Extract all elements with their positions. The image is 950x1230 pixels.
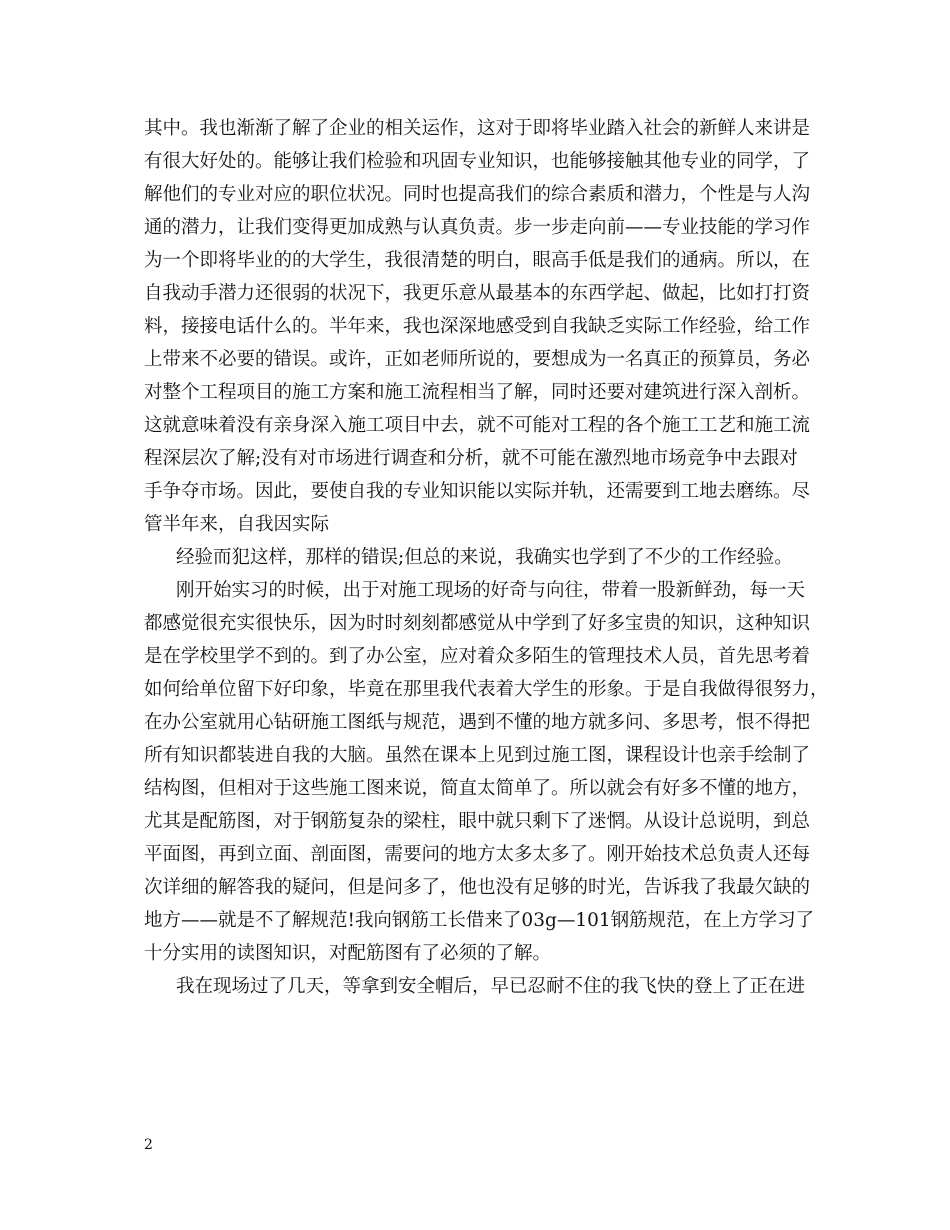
text-line: 料，接接电话什么的。半年来，我也深深地感受到自我缺乏实际工作经验，给工作 <box>144 316 811 337</box>
text-line: 对整个工程项目的施工方案和施工流程相当了解，同时还要对建筑进行深入剖析。 <box>144 382 811 403</box>
text-line: 十分实用的读图知识，对配筋图有了必须的了解。 <box>144 943 552 964</box>
text-line: 所有知识都装进自我的大脑。虽然在课本上见到过施工图，课程设计也亲手绘制了 <box>144 745 811 766</box>
text-line: 结构图，但相对于这些施工图来说，简直太简单了。所以就会有好多不懂的地方， <box>144 778 811 799</box>
text-line: 次详细的解答我的疑问，但是问多了，他也没有足够的时光，告诉我了我最欠缺的 <box>144 877 811 898</box>
text-line: 如何给单位留下好印象，毕竟在那里我代表着大学生的形象。于是自我做得很努力， <box>144 679 829 700</box>
text-line: 是在学校里学不到的。到了办公室，应对着众多陌生的管理技术人员，首先思考着 <box>144 646 811 667</box>
page-number: 2 <box>144 1137 153 1153</box>
text-line: 都感觉很充实很快乐，因为时时刻刻都感觉从中学到了好多宝贵的知识，这种知识 <box>144 613 811 634</box>
text-line: 尤其是配筋图，对于钢筋复杂的梁柱，眼中就只剩下了迷惘。从设计总说明，到总 <box>144 811 811 832</box>
text-line: 自我动手潜力还很弱的状况下，我更乐意从最基本的东西学起、做起，比如打打资 <box>144 283 811 304</box>
text-line: 管半年来，自我因实际 <box>144 514 330 535</box>
text-line: 刚开始实习的时候，出于对施工现场的好奇与向往，带着一股新鲜劲，每一天 <box>176 580 806 601</box>
text-line: 通的潜力，让我们变得更加成熟与认真负责。步一步走向前——专业技能的学习作 <box>144 217 811 238</box>
text-line: 手争夺市场。因此，要使自我的专业知识能以实际并轨，还需要到工地去磨练。尽 <box>144 481 811 502</box>
text-line: 上带来不必要的错误。或许，正如老师所说的，要想成为一名真正的预算员，务必 <box>144 349 811 370</box>
text-line: 平面图，再到立面、剖面图，需要问的地方太多太多了。刚开始技术总负责人还每 <box>144 844 811 865</box>
text-line: 其中。我也渐渐了解了企业的相关运作，这对于即将毕业踏入社会的新鲜人来讲是 <box>144 118 811 139</box>
text-line: 地方——就是不了解规范!我向钢筋工长借来了03g—101钢筋规范，在上方学习了 <box>144 910 815 931</box>
text-line: 为一个即将毕业的的大学生，我很清楚的明白，眼高手低是我们的通病。所以，在 <box>144 250 811 271</box>
text-line: 程深层次了解;没有对市场进行调查和分析，就不可能在激烈地市场竞争中去跟对 <box>144 448 798 469</box>
text-line: 这就意味着没有亲身深入施工项目中去，就不可能对工程的各个施工工艺和施工流 <box>144 415 811 436</box>
text-line: 在办公室就用心钻研施工图纸与规范，遇到不懂的地方就多问、多思考，恨不得把 <box>144 712 811 733</box>
text-line: 解他们的专业对应的职位状况。同时也提高我们的综合素质和潜力，个性是与人沟 <box>144 184 811 205</box>
text-line: 我在现场过了几天，等拿到安全帽后，早已忍耐不住的我飞快的登上了正在进 <box>176 976 806 997</box>
text-line: 有很大好处的。能够让我们检验和巩固专业知识，也能够接触其他专业的同学，了 <box>144 151 811 172</box>
text-line: 经验而犯这样，那样的错误;但总的来说，我确实也学到了不少的工作经验。 <box>176 547 793 568</box>
